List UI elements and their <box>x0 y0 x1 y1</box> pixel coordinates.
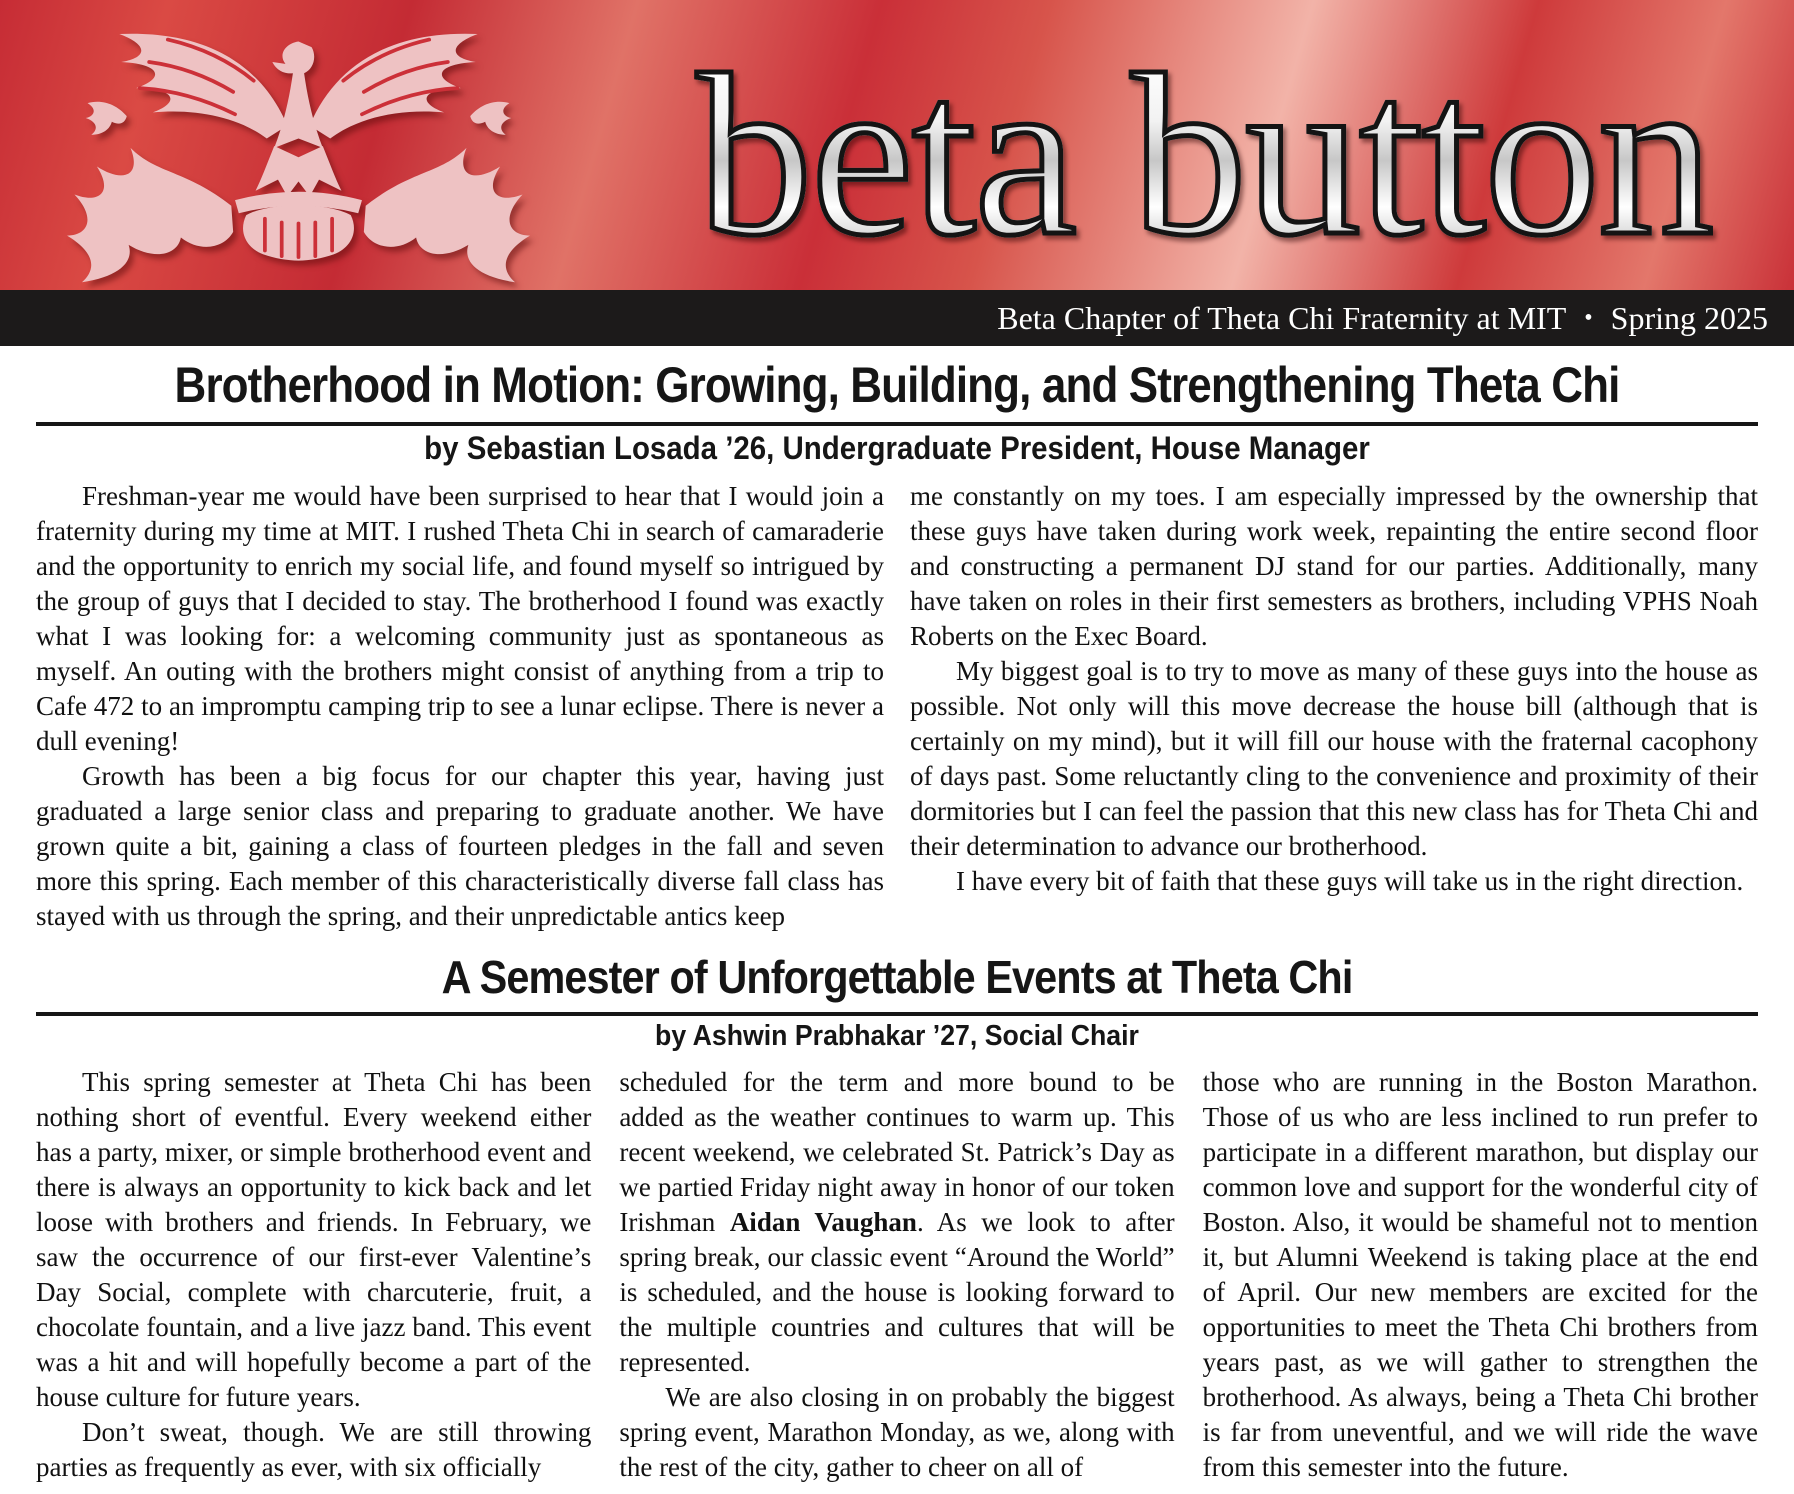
issue-bar-term-text: Spring 2025 <box>1610 299 1768 336</box>
article1-paragraph: My biggest goal is to try to move as many of these guys into the house as possible. Not only will this move decrease the house bill (although that is certainly on my mind), but it will fill our house with the fraternal cacophony of days past. Some reluctantly cling to the convenience and proximity of their dormitories but I can feel the passion that this new class has for Theta Chi and their determination to advance our brotherhood. <box>910 656 1758 861</box>
crest-eagle-body <box>272 41 322 147</box>
article1-byline: by Sebastian Losada ’26, Undergraduate President, House Manager <box>424 430 1370 466</box>
article1-paragraph-continued: me constantly on my toes. I am especially impressed by the ownership that these guys have taken during work week, repainting the entire second floor and constructing a permanent DJ stand for our parties. Additionally, many have taken on roles in their first semesters as brothers, including VPHS Noah Roberts on the Exec Board. <box>910 481 1758 651</box>
article1-column-2 <box>910 479 1758 934</box>
article2-paragraph-continued <box>619 1065 1174 1380</box>
article2-paragraph: We are also closing in on probably the biggest spring event, Marathon Monday, as we, along with the rest of the city, gather to cheer on all of <box>619 1382 1175 1482</box>
article1-paragraph: Freshman-year me would have been surprised to hear that I would join a fraternity during my time at MIT. I rushed Theta Chi in search of camaraderie and the opportunity to enrich my social life, and found myself so intrigued by the group of guys that I decided to stay. The brotherhood I found was exactly what I was looking for: a welcoming community just as spontaneous as myself. An outing with the brothers might consist of anything from a trip to Cafe 472 to an impromptu camping trip to see a lunar eclipse. There is never a dull evening! <box>36 481 884 756</box>
crest-right-sprig <box>470 102 511 135</box>
article1-headline-rule <box>36 422 1758 426</box>
paragraph-text: scheduled for the term and more bound to be added as the weather continues to warm up. This recent weekend, we celebrated St. Patrick’s Day as we partied Friday night away in honor of our token Irishman <box>619 1067 1175 1237</box>
article1-paragraph: Growth has been a big focus for our chapter this year, having just graduated a large senior class and preparing to graduate another. We have grown quite a bit, gaining a class of fourteen pledges in the fall and seven more this spring. Each member of this characteristically diverse fall class has stayed with us through the spring, and their unpredictable antics keep <box>36 761 884 931</box>
crest-left-mantling <box>67 148 233 282</box>
article2-byline: by Ashwin Prabhakar ’27, Social Chair <box>655 1020 1139 1052</box>
newsletter-title: beta button <box>696 27 1712 284</box>
issue-bar <box>0 290 1794 346</box>
masthead-banner <box>0 0 1794 290</box>
crest-right-mantling <box>364 148 530 282</box>
article-semester-of-events <box>36 950 1758 1485</box>
article2-paragraph: This spring semester at Theta Chi has been nothing short of eventful. Every weekend either has a party, mixer, or simple brotherhood event and there is always an opportunity to kick back and let loose with brothers and friends. In February, we saw the occurrence of our first-ever Valentine’s Day Social, complete with charcuterie, fruit, a chocolate fountain, and a live jazz band. This event was a hit and will hopefully become a part of the house culture for future years. <box>36 1067 592 1412</box>
article-brotherhood-in-motion <box>36 356 1758 934</box>
article2-column-3 <box>1203 1065 1758 1485</box>
article1-column-1 <box>36 479 884 934</box>
article2-headline-rule <box>36 1012 1758 1016</box>
highlighted-brother-name: Aidan Vaughan <box>729 1207 917 1237</box>
crest-eagle-tail <box>256 146 342 196</box>
crest-left-sprig <box>86 102 127 135</box>
article2-paragraph-continued: those who are running in the Boston Marathon. Those of us who are less inclined to run prefer to participate in a different marathon, but display our common love and support for the wonderful city of Boston. Also, it would be shameful not to mention it, but Alumni Weekend is taking place at the end of April. Our new members are excited for the opportunities to meet the Theta Chi brothers from years past, as we will gather to strengthen the brotherhood. As always, being a Theta Chi brother is far from uneventful, and we will ride the wave from this semester into the future. <box>1202 1067 1758 1482</box>
theta-chi-crest-graphic <box>26 6 571 286</box>
article1-paragraph: I have every bit of faith that these guys will take us in the right direction. <box>956 866 1744 896</box>
article2-headline: A Semester of Unforgettable Events at Theta Chi <box>441 951 1353 1003</box>
article2-paragraph: Don’t sweat, though. We are still throwing parties as frequently as ever, with six officially <box>36 1417 592 1482</box>
issue-bar-chapter-text: Beta Chapter of Theta Chi Fraternity at MIT <box>997 299 1567 336</box>
article1-columns <box>36 479 1758 934</box>
article2-column-1 <box>36 1065 591 1485</box>
article2-columns <box>36 1065 1758 1485</box>
paragraph-text: . As we look to after spring break, our classic event “Around the World” is scheduled, and the house is looking forward to the multiple countries and cultures that will be represented. <box>619 1207 1175 1377</box>
newsletter-body <box>0 356 1794 1485</box>
bullet-separator-icon: • <box>1584 304 1593 331</box>
article2-column-2 <box>619 1065 1174 1485</box>
article1-headline: Brotherhood in Motion: Growing, Building, and Strengthening Theta Chi <box>174 357 1620 413</box>
